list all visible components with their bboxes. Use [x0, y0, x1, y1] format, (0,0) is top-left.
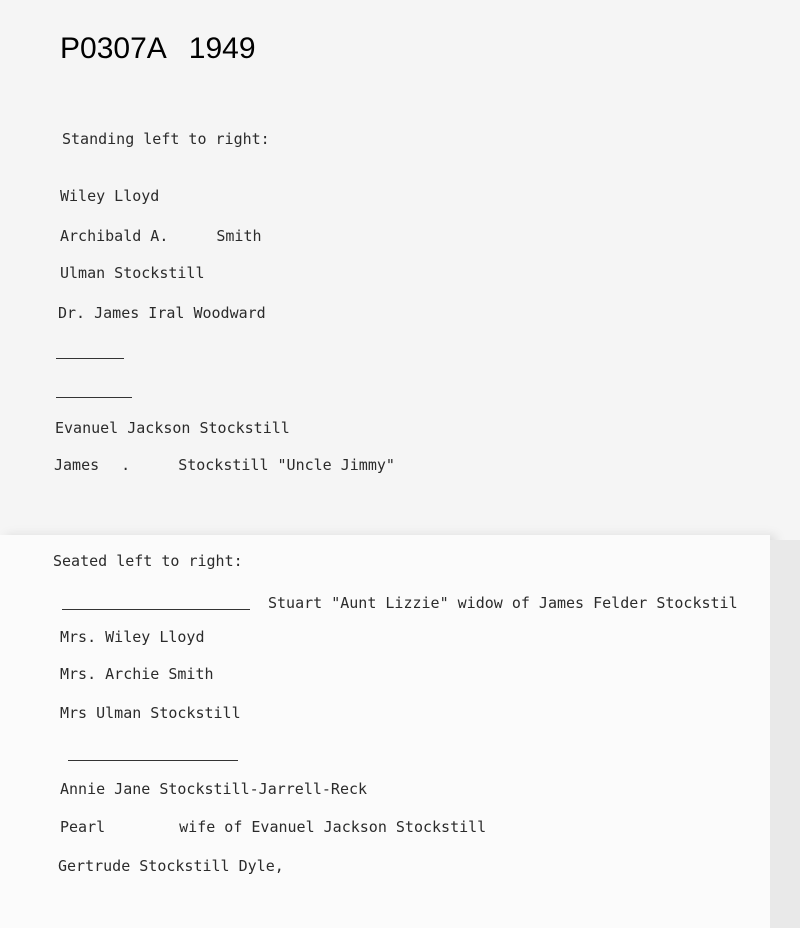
seated-name-6: Pearl wife of Evanuel Jackson Stockstill: [60, 818, 487, 836]
standing-name-6: James . Stockstill "Uncle Jimmy": [54, 456, 395, 474]
blank-line-standing-1: [56, 358, 124, 359]
seated-name-1: Stuart "Aunt Lizzie" widow of James Felder Stockstil: [268, 594, 738, 612]
paper-edge-shadow: [770, 540, 800, 928]
blank-line-seated-1: [62, 609, 250, 610]
seated-name-7: Gertrude Stockstill Dyle,: [58, 857, 284, 875]
seated-name-4: Mrs Ulman Stockstill: [60, 704, 241, 722]
standing-name-3: Ulman Stockstill: [60, 264, 205, 282]
document-title: [60, 32, 256, 66]
photo-id: P0307A: [60, 32, 167, 65]
seated-name-3: Mrs. Archie Smith: [60, 665, 214, 683]
standing-heading: Standing left to right:: [62, 130, 270, 148]
seated-heading: Seated left to right:: [53, 552, 243, 570]
standing-name-1: Wiley Lloyd: [60, 187, 160, 205]
photo-year: 1949: [188, 32, 256, 65]
seated-name-5: Annie Jane Stockstill-Jarrell-Reck: [60, 780, 368, 798]
standing-name-2: Archibald A. Smith: [60, 227, 262, 245]
standing-name-4: Dr. James Iral Woodward: [58, 304, 266, 322]
seated-name-2: Mrs. Wiley Lloyd: [60, 628, 205, 646]
standing-name-5: Evanuel Jackson Stockstill: [55, 419, 290, 437]
blank-line-seated-2: [68, 760, 238, 761]
blank-line-standing-2: [56, 397, 132, 398]
